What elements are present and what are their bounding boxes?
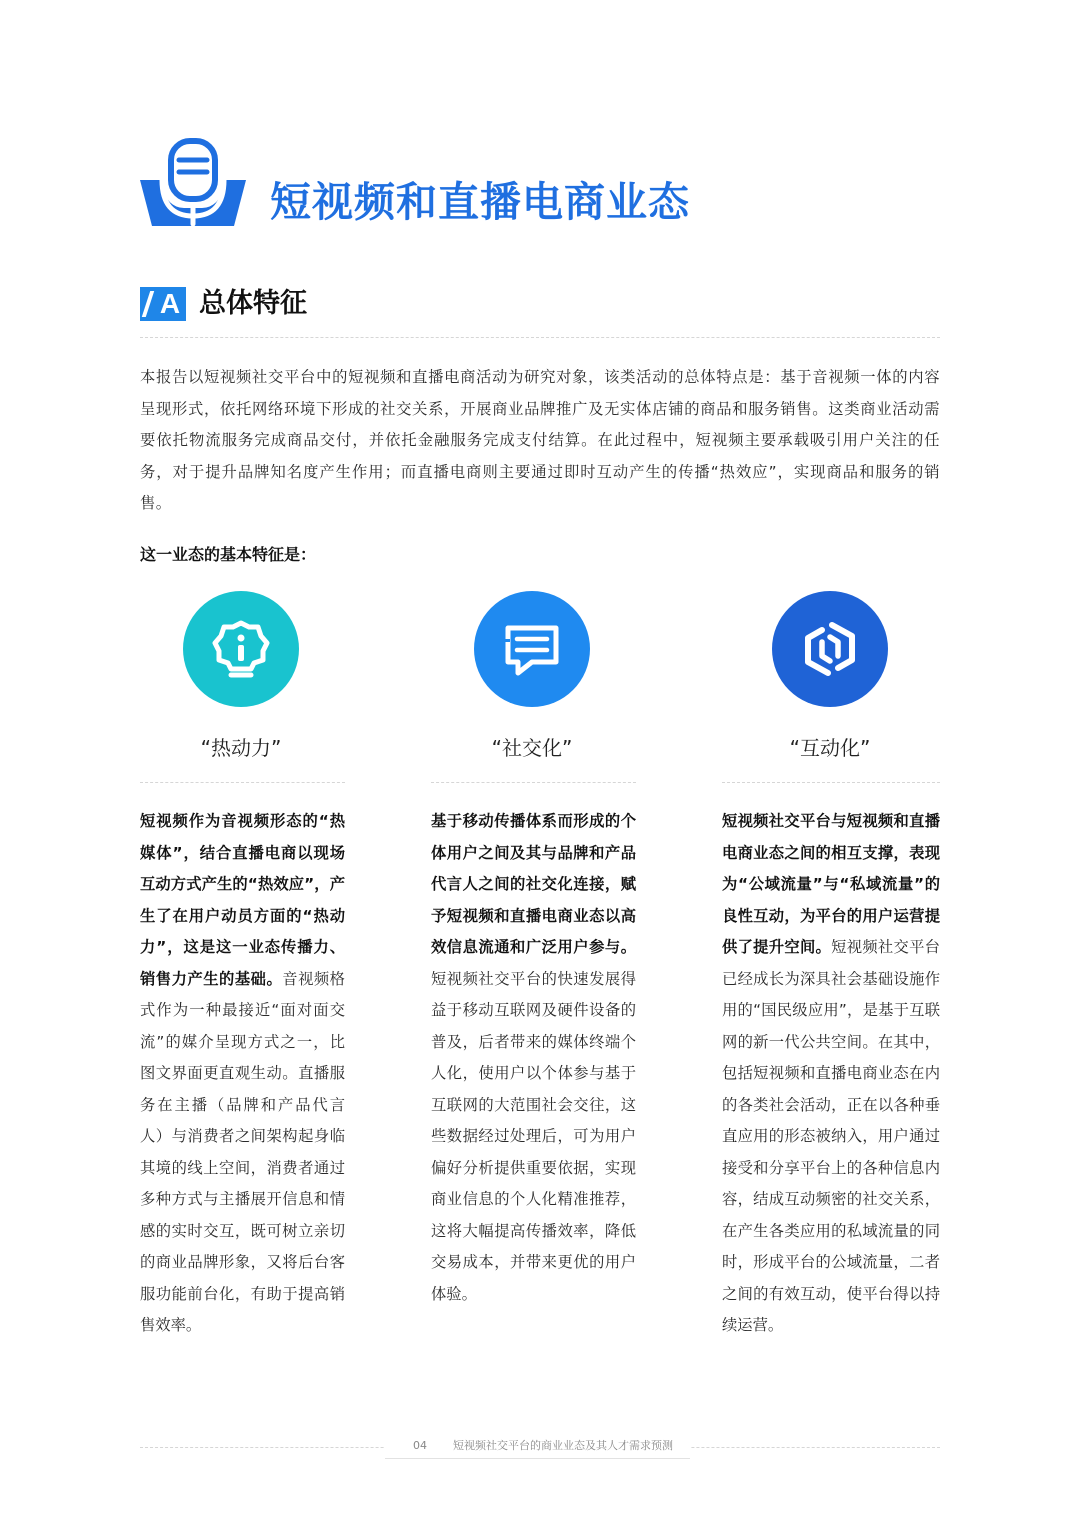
section-divider [140,337,940,338]
column-divider [722,782,940,783]
column-divider [431,782,636,783]
chapter-title: 短视频和直播电商业态 [270,178,690,226]
intro-paragraph: 本报告以短视频社交平台中的短视频和直播电商活动为研究对象，该类活动的总体特点是：基于音视频一体的内容呈现形式，依托网络环境下形成的社交关系，开展商业品牌推广及无实体店铺的商品和服务销售。这类商业活动需要依托物流服务完成商品交付，并依托金融服务完成支付结算。在此过程中，短视频主要承载吸引用户关注的任务，对于提升品牌知名度产生作用；而直播电商则主要通过即时互动产生的传播“热效应”，实现商品和服务的销售。 [140,368,940,512]
feature-body-text: 短视频社交平台的快速发展得益于移动互联网及硬件设备的普及，后者带来的媒体终端个人化，使用户以个体参与基于互联网的大范围社会交往，这些数据经过处理后，可为用户偏好分析提供重要依据，实现商业信息的个人化精准推荐，这将大幅提高传播效率，降低交易成本，并带来更优的用户体验。 [431,969,636,1303]
chat-bubble-icon [474,591,590,707]
feature-description-social [431,806,636,1310]
column-divider [140,782,345,783]
interaction-link-icon [772,591,888,707]
section-badge-letter: A [159,288,181,319]
footer-title: 短视频社交平台的商业业态及其人才需求预测 [453,1439,673,1452]
feature-body-text: 音视频格式作为一种最接近“面对面交流”的媒介呈现方式之一，比图文界面更直观生动。直播服务在主播（品牌和产品代言人）与消费者之间架构起身临其境的线上空间，消费者通过多种方式与主播展开信息和情感的实时交互，既可树立亲切的商业品牌形象，又将后台客服功能前台化，有助于提高销售效率。 [140,969,345,1334]
section-badge [140,287,186,321]
feature-title-social: “社交化” [491,736,573,760]
feature-bold-text: 基于移动传播体系而形成的个体用户之间及其与品牌和产品代言人之间的社交化连接，赋予短视频和直播电商业态以高效信息流通和广泛用户参与。 [431,812,636,956]
feature-circle-interaction [772,591,888,707]
page-number: 04 [413,1439,427,1452]
feature-bold-text: 短视频作为音视频形态的“热媒体”，结合直播电商以现场互动方式产生的“热效应”，产生了在用户动员方面的“热动力”，这是这一业态传播力、销售力产生的基础。 [140,812,345,988]
feature-body-text: 短视频社交平台已经成长为深具社会基础设施作用的“国民级应用”，是基于互联网的新一代公共空间。在其中，包括短视频和直播电商业态在内的各类社会活动，正在以各种垂直应用的形态被纳入，用户通过接受和分享平台上的各种信息内容，结成互动频密的社交关系，在产生各类应用的私域流量的同时，形成平台的公域流量，二者之间的有效互动，使平台得以持续运营。 [722,938,940,1334]
feature-circle-heat [183,591,299,707]
feature-description-heat [140,806,345,1342]
feature-bold-text: 短视频社交平台与短视频和直播电商业态之间的相互支撑，表现为“公域流量”与“私域流量”的良性互动，为平台的用户运营提供了提升空间。 [722,812,940,956]
feature-title-interaction: “互动化” [789,736,871,760]
lightbulb-icon [183,591,299,707]
slash-mark [142,291,154,317]
feature-title-heat: “热动力” [200,736,282,760]
section-title: 总体特征 [199,288,307,319]
microphone-banner-icon [138,128,248,228]
feature-description-interaction [722,806,940,1342]
features-heading: 这一业态的基本特征是： [140,545,317,564]
feature-circle-social [474,591,590,707]
